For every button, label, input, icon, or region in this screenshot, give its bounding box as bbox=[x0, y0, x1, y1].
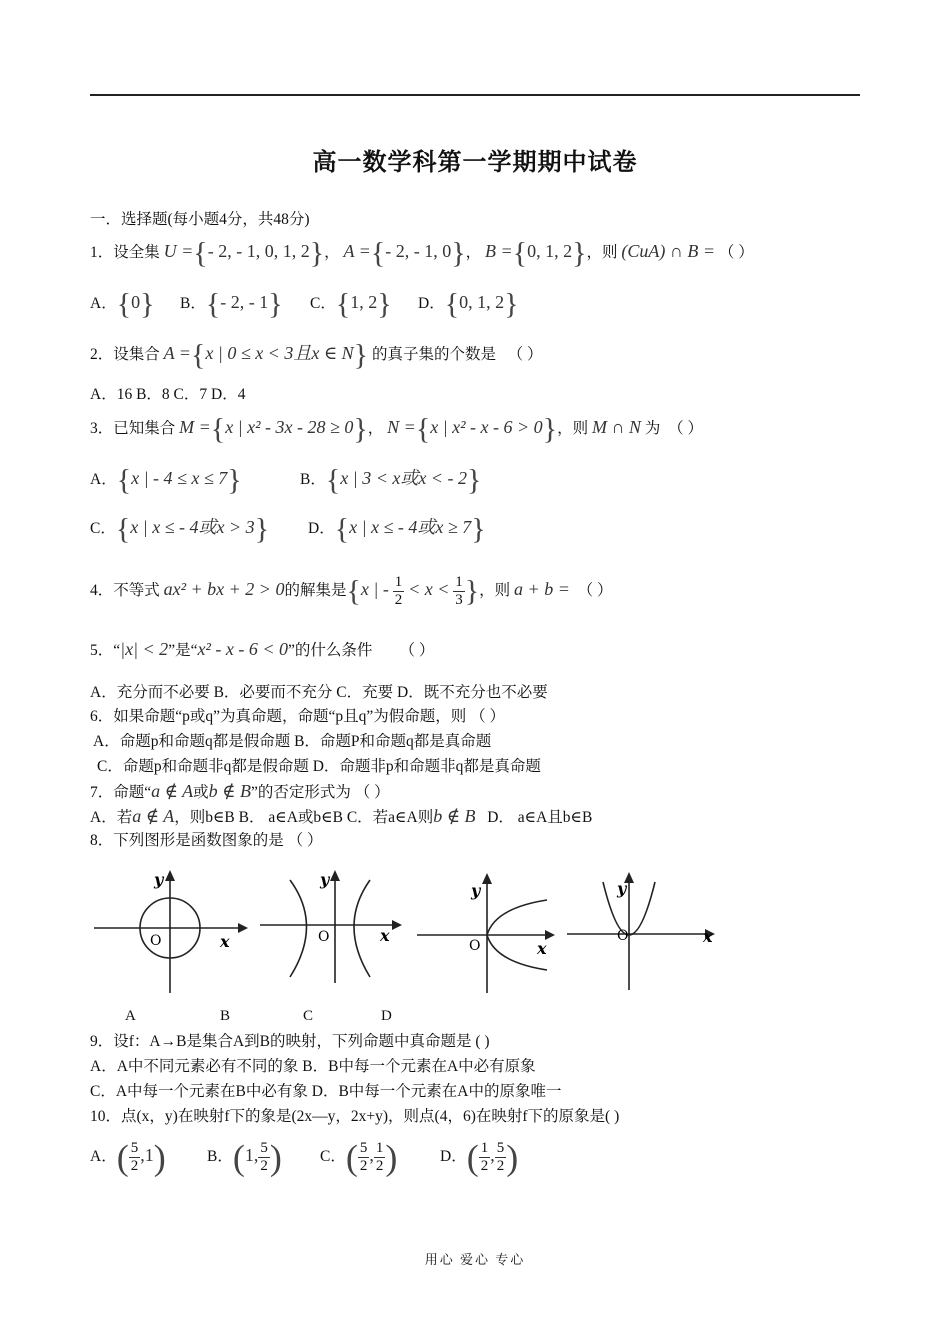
page-footer: 用心 爱心 专心 bbox=[424, 1252, 526, 1267]
graph-label-b: B bbox=[220, 1008, 231, 1024]
q10-option-b: B．(1, $\frac{5}{2}$ ) bbox=[207, 1137, 282, 1178]
y-label: y bbox=[471, 881, 481, 900]
x-label: x bbox=[537, 939, 547, 958]
graph-label-c: C bbox=[303, 1008, 314, 1024]
origin-label: O bbox=[617, 928, 629, 944]
q3-option-c: C．{x | x ≤ - 4或x > 3} bbox=[90, 512, 270, 546]
origin-label: O bbox=[469, 938, 481, 954]
y-label: y bbox=[617, 879, 627, 898]
graph-b-hyperbola bbox=[258, 865, 408, 990]
header-rule bbox=[90, 94, 860, 96]
q1-option-a: A．{0} bbox=[90, 287, 155, 321]
x-label: x bbox=[220, 932, 230, 951]
q1-option-c: C．{1, 2} bbox=[310, 287, 392, 321]
y-axis-arrow bbox=[165, 870, 175, 881]
y-label: y bbox=[154, 870, 164, 889]
q1-option-d: D．{0, 1, 2} bbox=[418, 287, 519, 321]
page-title: 高一数学科第一学期期中试卷 bbox=[312, 148, 638, 176]
q6-options-cd: C．命题p和命题非q都是假命题 D．命题非p和命题非q都是真命题 bbox=[97, 758, 541, 775]
q9-options-cd: C．A中每一个元素在B中必有象 D．B中每一个元素在A中的原象唯一 bbox=[90, 1083, 562, 1100]
left-branch bbox=[290, 880, 307, 977]
graph-label-d: D bbox=[381, 1008, 392, 1024]
x-label: x bbox=[703, 927, 713, 946]
q1-option-b: B．{- 2, - 1} bbox=[180, 287, 283, 321]
q10-option-c: C．( $\frac{5}{2}$ , $\frac{1}{2}$ ) bbox=[320, 1137, 398, 1178]
q3-option-a: A．{x | - 4 ≤ x ≤ 7} bbox=[90, 463, 242, 497]
q10-option-d: D．( $\frac{1}{2}$ , $\frac{5}{2}$ ) bbox=[440, 1137, 519, 1178]
question-7: 7．命题“a ∉ A或b ∉ B”的否定形式为 （ ） bbox=[90, 781, 390, 801]
question-2: 2．设集合 A ={x | 0 ≤ x < 3且x ∈ N} 的真子集的个数是 （ ） bbox=[90, 338, 543, 372]
q2-options: A．16 B．8 C．7 D．4 bbox=[90, 386, 246, 403]
origin-label: O bbox=[318, 929, 330, 945]
x-axis-arrow bbox=[392, 920, 402, 930]
question-3: 3．已知集合 M ={x | x² - 3x - 28 ≥ 0}， N ={x | x² - x - 6 > 0}，则 M ∩ N 为 （ ） bbox=[90, 412, 704, 446]
q6-options-ab: A．命题p和命题q都是假命题 B．命题P和命题q都是真命题 bbox=[93, 733, 492, 750]
q10-option-a: A．( $\frac{5}{2}$ ,1) bbox=[90, 1137, 166, 1178]
origin-label: O bbox=[150, 933, 162, 949]
section-heading: 一．选择题(每小题4分，共48分) bbox=[90, 211, 310, 228]
y-axis-arrow bbox=[330, 870, 340, 881]
x-label: x bbox=[380, 926, 390, 945]
y-axis-arrow bbox=[482, 873, 492, 884]
q3-option-d: D．{x | x ≤ - 4或x ≥ 7} bbox=[308, 512, 486, 546]
question-6: 6．如果命题“p或q”为真命题，命题“p且q”为假命题，则 （ ） bbox=[90, 708, 506, 725]
q3-option-b: B．{x | 3 < x或x < - 2} bbox=[300, 463, 482, 497]
question-10: 10．点(x，y)在映射f下的象是(2x—y，2x+y)，则点(4，6)在映射f下的原象是( ) bbox=[90, 1108, 620, 1125]
question-5: 5．“|x| < 2”是“x² - x - 6 < 0”的什么条件 （ ） bbox=[90, 639, 435, 659]
graph-d-parabola bbox=[565, 868, 720, 993]
right-branch bbox=[354, 880, 370, 977]
graph-a-circle bbox=[90, 865, 255, 1000]
question-8: 8．下列图形是函数图象的是 （ ） bbox=[90, 832, 323, 849]
graph-label-a: A bbox=[125, 1008, 136, 1024]
q5-options: A．充分而不必要 B．必要而不充分 C．充要 D．既不充分也不必要 bbox=[90, 684, 548, 701]
question-9: 9．设f：A→B是集合A到B的映射，下列命题中真命题是 ( ) bbox=[90, 1033, 490, 1050]
graph-c-sideways-parabola bbox=[415, 870, 560, 995]
q9-options-ab: A．A中不同元素必有不同的象 B．B中每一个元素在A中必有原象 bbox=[90, 1058, 536, 1075]
question-4: 4．不等式 ax² + bx + 2 > 0的解集是{x | - $\frac{1}{2}$ < x < $\frac{1}{3}$ }，则 a + b = （ ） bbox=[90, 574, 613, 608]
y-label: y bbox=[320, 870, 330, 889]
q7-options: A．若a ∉ A，则b∈B B． a∈A或b∈B C．若a∈A则b ∉ B D． a∈A且b∈B bbox=[90, 806, 593, 826]
question-1: 1．设全集 U ={- 2, - 1, 0, 1, 2}， A ={- 2, - 1, 0}， B ={0, 1, 2}，则 (CuA) ∩ B = （ ） bbox=[90, 236, 754, 270]
x-axis-arrow bbox=[238, 923, 248, 933]
